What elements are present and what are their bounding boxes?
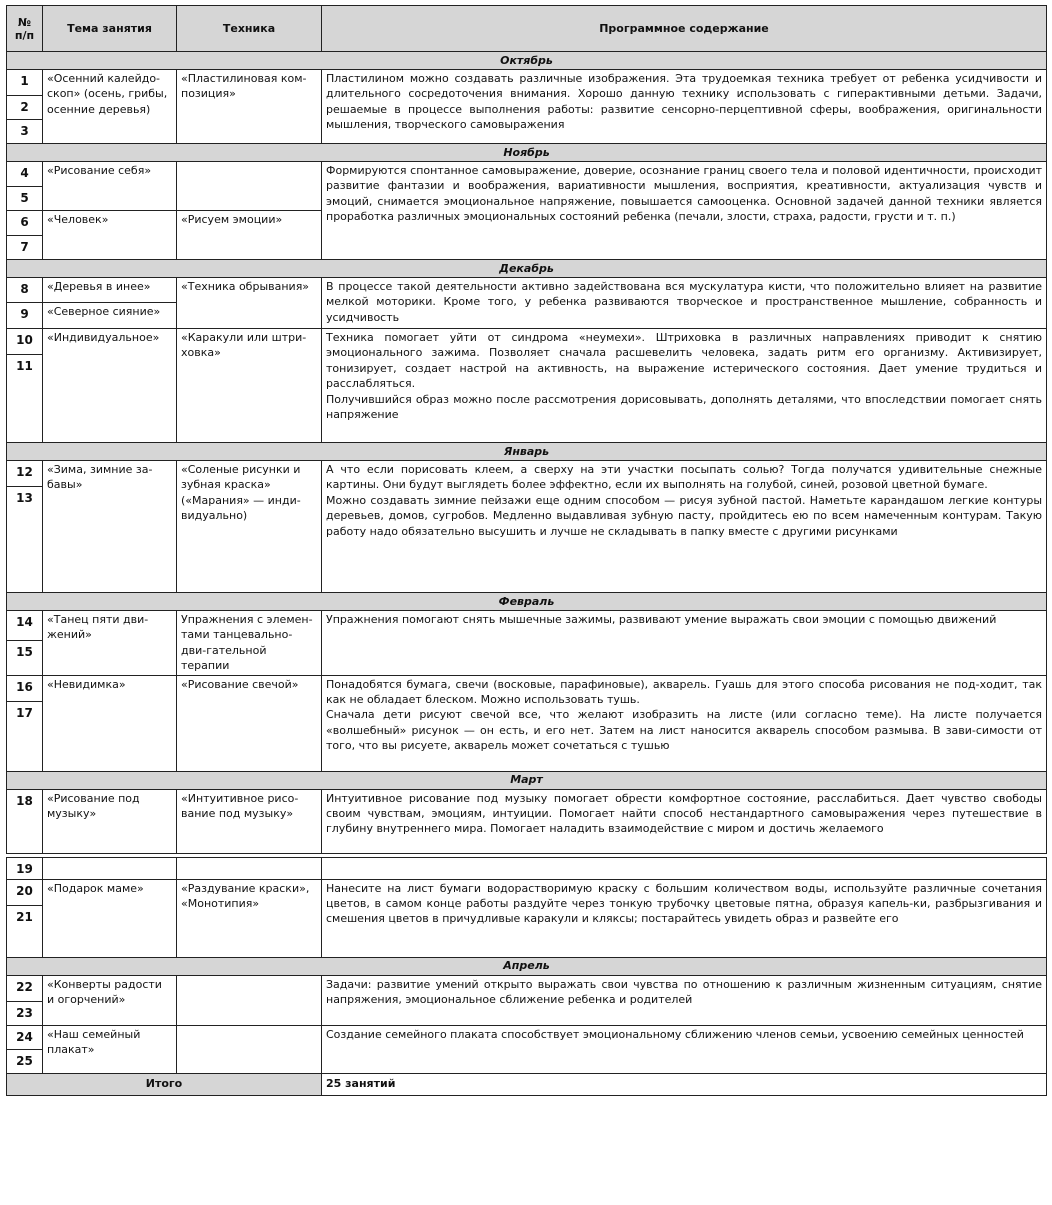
topic-cell: «Северное сияние» [43, 303, 177, 329]
month-march: Март [7, 771, 1047, 789]
row-num: 3 [7, 120, 43, 144]
topic-cell [43, 857, 177, 879]
program-cell: Интуитивное рисование под музыку помогает обрести комфортное состояние, расслабиться. Дает чувство свободы своим чувствам, эмоциям, интуиции. Помогает найти способ нестандартного самовыражения через путешествие в глубину внутреннего мира. Помогает наладить взаимодействие с миром и достичь желаемого [322, 789, 1047, 853]
row-num: 12 [7, 461, 43, 487]
row-num: 11 [7, 355, 43, 443]
row-num: 24 [7, 1025, 43, 1049]
month-february: Февраль [7, 593, 1047, 611]
topic-cell: «Танец пяти дви-жений» [43, 611, 177, 676]
program-cell [322, 675, 1047, 771]
program-paragraph: Техника помогает уйти от синдрома «неумехи». Штриховка в различных направлениях приводит к снятию эмоционального зажима. Позволяет сначала расшевелить человека, задать ритм его организму. Активизирует, тонизирует, создает настрой на активность, на выражение истерического состояния. Дает умение трудиться и расслабляться. [326, 331, 1042, 391]
row-num: 4 [7, 162, 43, 187]
topic-cell: «Осенний калейдо-скоп» (осень, грибы, осенние деревья) [43, 70, 177, 144]
row-num: 5 [7, 187, 43, 211]
row-num: 8 [7, 278, 43, 303]
row-num: 21 [7, 905, 43, 957]
program-cell: Задачи: развитие умений открыто выражать свои чувства по отношению к различным жизненным ситуациям, снятие напряжения, эмоциональное сближение ребенка и родителей [322, 975, 1047, 1025]
program-paragraph: А что если порисовать клеем, а сверху на эти участки посыпать солью? Тогда получатся удивительные снежные картины. Они будут выглядеть более эффектно, если их выполнять на голубой, синей, розовой цветной бумаге. [326, 463, 1042, 492]
row-num: 1 [7, 70, 43, 96]
topic-cell: «Невидимка» [43, 675, 177, 771]
row-num: 2 [7, 96, 43, 120]
program-cell: Упражнения помогают снять мышечные зажимы, развивают умение выражать свои эмоции с помощью движений [322, 611, 1047, 676]
topic-cell: «Индивидуальное» [43, 329, 177, 443]
topic-cell: «Рисование себя» [43, 162, 177, 211]
month-january: Январь [7, 443, 1047, 461]
topic-cell: «Деревья в инее» [43, 278, 177, 303]
month-april: Апрель [7, 957, 1047, 975]
row-num: 15 [7, 641, 43, 675]
tech-cell: «Рисуем эмоции» [177, 211, 322, 260]
program-cell: Пластилином можно создавать различные изображения. Эта трудоемкая техника требует от ребенка усидчивости и длительного сосредоточения внимания. Хорошо данную технику использовать с гиперактивными детьми. Задачи, решаемые в процессе выполнения работы: развитие сенсорно-перцептивной сферы, воображения, оригинальности мышления, творческого самовыражения [322, 70, 1047, 144]
header-tech: Техника [177, 6, 322, 52]
tech-cell: «Техника обрывания» [177, 278, 322, 329]
tech-cell: «Каракули или штри-ховка» [177, 329, 322, 443]
total-value: 25 занятий [322, 1073, 1047, 1095]
row-num: 19 [7, 857, 43, 879]
program-cell: В процессе такой деятельности активно задействована вся мускулатура кисти, что положительно влияет на развитие мелкой моторики. Кроме того, у ребенка развиваются творческое и пространственное мышление, собранность и усидчивость [322, 278, 1047, 329]
header-topic: Тема занятия [43, 6, 177, 52]
row-num: 18 [7, 789, 43, 853]
row-num: 25 [7, 1049, 43, 1073]
program-paragraph: Сначала дети рисуют свечой все, что желают изобразить на листе (или согласно теме). На листе получается «волшебный» рисунок — он есть, и его нет. Затем на лист наносится акварель способом размыва. В зави-симости от того, что вы рисуете, акварель может сочетаться с тушью [326, 708, 1042, 753]
tech-cell: «Пластилиновая ком-позиция» [177, 70, 322, 144]
tech-cell: «Соленые рисунки и зубная краска» («Марания» — инди-видуально) [177, 461, 322, 593]
program-cell: Нанесите на лист бумаги водорастворимую краску с большим количеством воды, используйте различные сочетания цветов, в самом конце работы раздуйте через тонкую трубочку цветовые пятна, образуя капель-ки, разбрызгивания и смешения цветов в причудливые каракули и кляксы; постарайтесь увидеть образ и развейте его [322, 879, 1047, 957]
program-cell [322, 329, 1047, 443]
program-table-container [6, 5, 1046, 1096]
program-paragraph: Получившийся образ можно после рассмотрения дорисовывать, дополнять деталями, что впоследствии помогает снять напряжение [326, 392, 1042, 422]
row-num: 23 [7, 1001, 43, 1025]
row-num: 17 [7, 701, 43, 771]
row-num: 9 [7, 303, 43, 329]
tech-cell [177, 975, 322, 1025]
row-num: 13 [7, 487, 43, 593]
row-num: 6 [7, 211, 43, 236]
header-row [7, 6, 1047, 52]
row-num: 7 [7, 236, 43, 260]
row-num: 22 [7, 975, 43, 1001]
topic-cell: «Зима, зимние за-бавы» [43, 461, 177, 593]
program-paragraph: Можно создавать зимние пейзажи еще одним способом — рисуя зубной пастой. Наметьте карандашом легкие контуры деревьев, домов, сугробов. Медленно выдавливая зубную пасту, пройдитесь ею по всем намеченным контурам. Такую работу надо обязательно высушить и лучше не складывать в папку вместе с другими рисунками [326, 493, 1042, 538]
tech-cell: «Интуитивное рисо-вание под музыку» [177, 789, 322, 853]
topic-cell: «Конверты радости и огорчений» [43, 975, 177, 1025]
program-table [6, 5, 1047, 1096]
topic-cell: «Рисование под музыку» [43, 789, 177, 853]
program-cell: Формируются спонтанное самовыражение, доверие, осознание границ своего тела и половой идентичности, происходит развитие фантазии и воображения, вариативности мышления, восприятия, креативности, актуализация чувств и эмоций, снимается эмоциональное напряжение, повышается самооценка. Основной задачей данной техники является проработка различных эмоциональных состояний ребенка (печали, злости, страха, радости, грусти и т. п.) [322, 162, 1047, 260]
tech-cell [177, 857, 322, 879]
topic-cell: «Наш семейный плакат» [43, 1025, 177, 1073]
tech-cell [177, 162, 322, 211]
total-label: Итого [7, 1073, 322, 1095]
tech-cell: «Рисование свечой» [177, 675, 322, 771]
header-num: № п/п [7, 6, 43, 52]
row-num: 20 [7, 879, 43, 905]
row-num: 14 [7, 611, 43, 641]
program-cell: Создание семейного плаката способствует эмоциональному сближению членов семьи, усвоению семейных ценностей [322, 1025, 1047, 1073]
row-num: 10 [7, 329, 43, 355]
program-cell [322, 857, 1047, 879]
month-november: Ноябрь [7, 144, 1047, 162]
month-october: Октябрь [7, 52, 1047, 70]
topic-cell: «Человек» [43, 211, 177, 260]
tech-cell [177, 1025, 322, 1073]
header-prog: Программное содержание [322, 6, 1047, 52]
topic-cell: «Подарок маме» [43, 879, 177, 957]
program-cell [322, 461, 1047, 593]
row-num: 16 [7, 675, 43, 701]
program-paragraph: Понадобятся бумага, свечи (восковые, парафиновые), акварель. Гуашь для этого способа рисования не под-ходит, так как не обладает блеском. Можно использовать тушь. [326, 677, 1042, 707]
tech-cell: Упражнения с элемен-тами танцевально-дви-гательной терапии [177, 611, 322, 676]
tech-cell: «Раздувание краски», «Монотипия» [177, 879, 322, 957]
month-december: Декабрь [7, 260, 1047, 278]
